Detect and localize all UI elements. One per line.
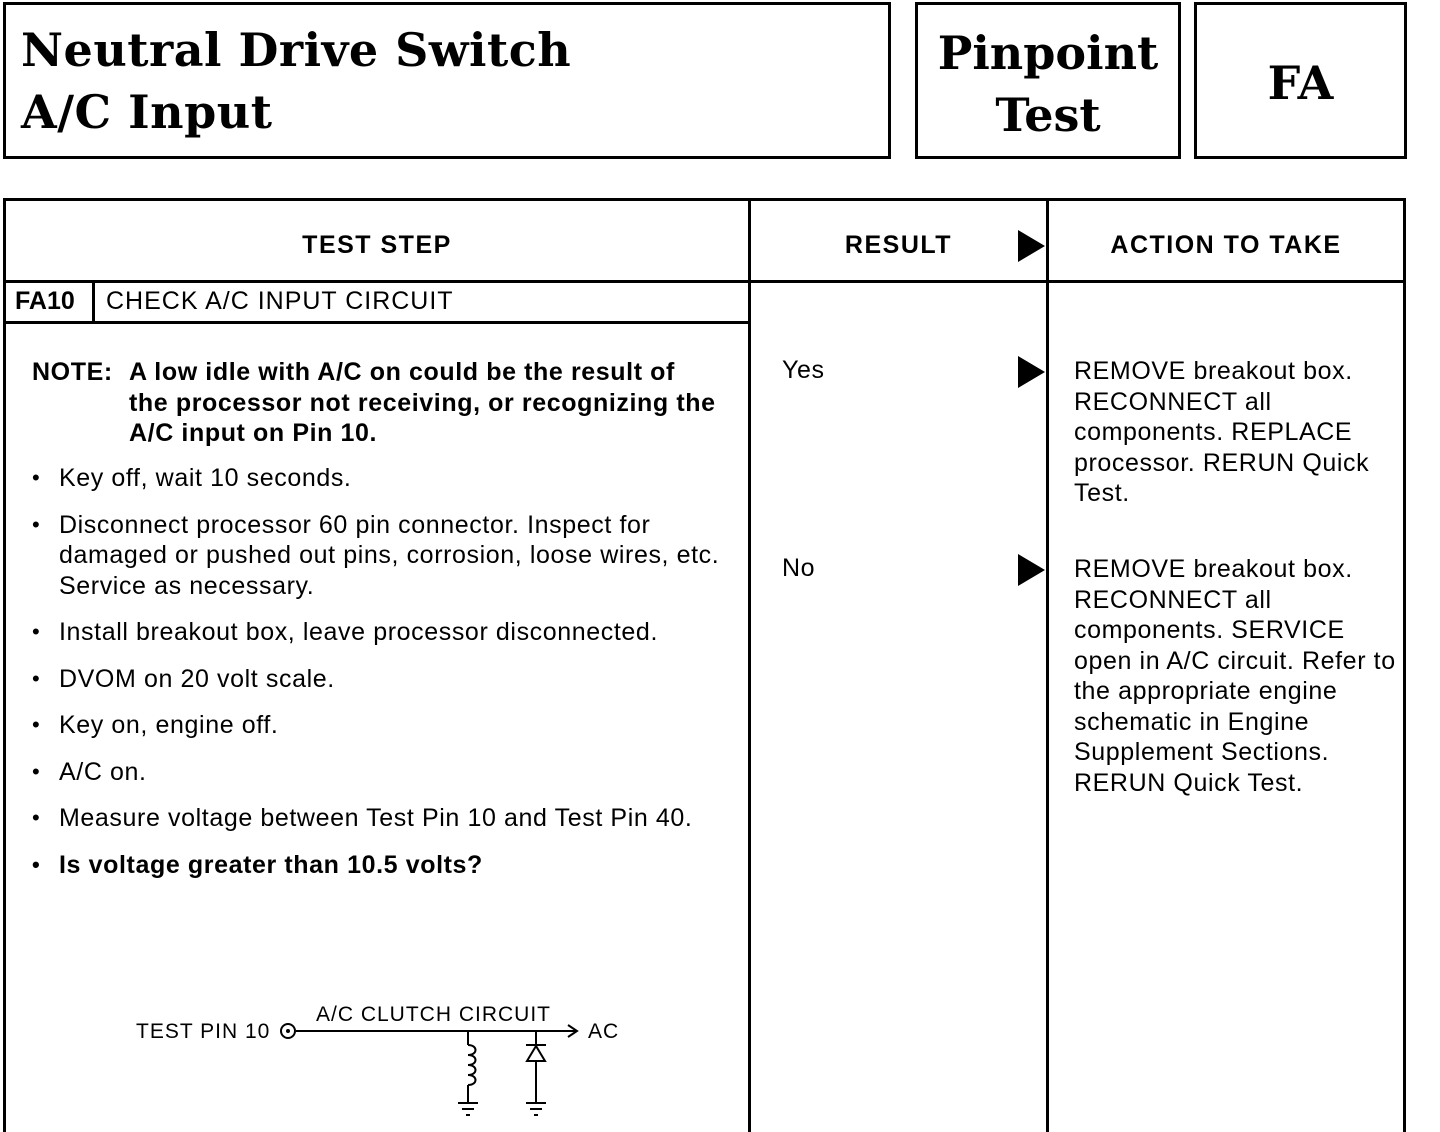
result-no: No: [782, 554, 816, 582]
column-divider: [1046, 201, 1049, 1132]
list-item: • DVOM on 20 volt scale.: [32, 664, 732, 695]
step-id: FA10: [15, 287, 75, 315]
note-label: NOTE:: [32, 358, 113, 386]
list-item: • Install breakout box, leave processor disconnected.: [32, 617, 732, 648]
arrow-right-icon: [1018, 356, 1045, 388]
list-item: • Disconnect processor 60 pin connector. Inspect for damaged or pushed out pins, corrosion, loose wires, etc. Service as necessary.: [32, 510, 732, 602]
header-divider: [6, 280, 1403, 283]
list-item: • Measure voltage between Test Pin 10 and Test Pin 40.: [32, 803, 732, 834]
arrow-right-icon: [1018, 554, 1045, 586]
column-divider: [748, 201, 751, 1132]
page-title-line1: Neutral Drive Switch: [21, 23, 572, 77]
diode-icon: [527, 1046, 545, 1061]
list-item-question: • Is voltage greater than 10.5 volts?: [32, 850, 732, 881]
test-code: FA: [1267, 56, 1334, 110]
header-action: ACTION TO TAKE: [1110, 231, 1342, 259]
coil-icon: [468, 1045, 476, 1085]
circuit-label: A/C CLUTCH CIRCUIT: [316, 1003, 552, 1026]
action-yes: REMOVE breakout box. RECONNECT all components. REPLACE processor. RERUN Quick Test.: [1074, 357, 1370, 507]
step-title: CHECK A/C INPUT CIRCUIT: [106, 287, 454, 315]
pinpoint-test-box: [915, 2, 1181, 159]
title-box: [3, 2, 891, 159]
list-item: • A/C on.: [32, 757, 732, 788]
list-item: • Key on, engine off.: [32, 710, 732, 741]
header-test-step: TEST STEP: [302, 231, 452, 259]
pinpoint-table: [3, 198, 1406, 1132]
circuit-diagram: [120, 995, 640, 1125]
step-id-cell: [6, 283, 95, 321]
pinpoint-label-line2: Test: [995, 88, 1101, 142]
header-result: RESULT: [844, 231, 953, 259]
arrow-right-icon: [1018, 230, 1045, 262]
test-step-list: [32, 463, 732, 896]
pinpoint-label-line1: Pinpoint: [937, 26, 1159, 80]
test-code-box: [1194, 2, 1407, 159]
note-text: A low idle with A/C on could be the result of the processor not receiving, or recognizing the A/C input on Pin 10.: [129, 358, 716, 447]
step-title-divider: [6, 321, 751, 324]
page-title-line2: A/C Input: [21, 85, 273, 139]
list-item: • Key off, wait 10 seconds.: [32, 463, 732, 494]
test-pin-label: TEST PIN 10: [136, 1020, 271, 1043]
action-no: REMOVE breakout box. RECONNECT all components. SERVICE open in A/C circuit. Refer to the appropriate engine schematic in Engine Supplement Sections. RERUN Quick Test.: [1074, 555, 1396, 797]
ac-label: AC: [588, 1020, 620, 1043]
test-pin-dot: [286, 1029, 290, 1033]
result-yes: Yes: [782, 356, 825, 384]
